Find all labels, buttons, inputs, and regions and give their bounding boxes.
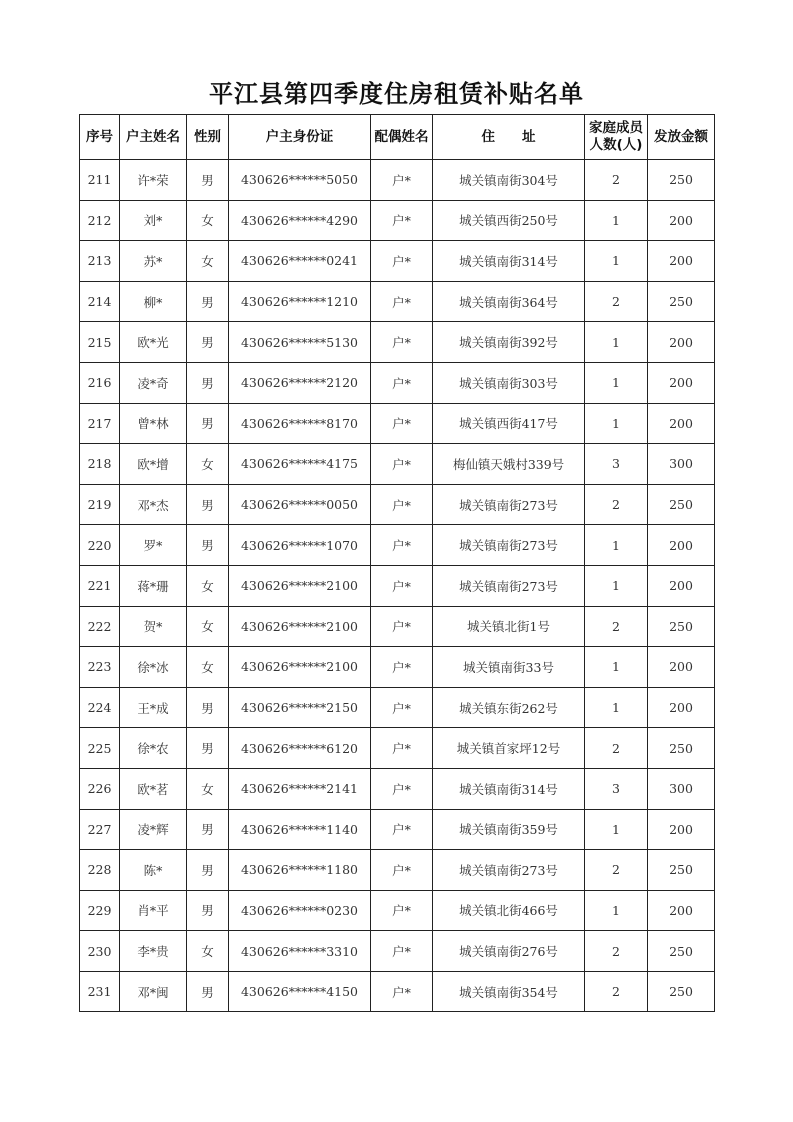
cell-id-number: 430626******2120 <box>229 362 371 403</box>
cell-spouse-name: 户* <box>371 606 433 647</box>
cell-gender: 女 <box>187 647 229 688</box>
table-row <box>80 728 715 769</box>
cell-id-number: 430626******1180 <box>229 850 371 891</box>
cell-id-number: 430626******2100 <box>229 647 371 688</box>
cell-id-number: 430626******2100 <box>229 565 371 606</box>
cell-index: 220 <box>80 525 120 566</box>
cell-amount: 200 <box>648 403 715 444</box>
header-amount: 发放金额 <box>648 115 715 160</box>
table-row <box>80 647 715 688</box>
cell-address: 城关镇首家坪12号 <box>433 728 585 769</box>
cell-gender: 男 <box>187 890 229 931</box>
cell-family-members: 2 <box>585 484 648 525</box>
cell-id-number: 430626******5050 <box>229 160 371 201</box>
cell-gender: 男 <box>187 809 229 850</box>
cell-spouse-name: 户* <box>371 728 433 769</box>
cell-spouse-name: 户* <box>371 850 433 891</box>
cell-address: 城关镇南街304号 <box>433 160 585 201</box>
header-family-members: 家庭成员人数(人) <box>585 115 648 160</box>
table-row <box>80 850 715 891</box>
cell-gender: 女 <box>187 606 229 647</box>
cell-id-number: 430626******2141 <box>229 768 371 809</box>
cell-id-number: 430626******2100 <box>229 606 371 647</box>
cell-householder-name: 肖*平 <box>120 890 187 931</box>
cell-family-members: 2 <box>585 606 648 647</box>
cell-spouse-name: 户* <box>371 362 433 403</box>
cell-amount: 250 <box>648 484 715 525</box>
cell-spouse-name: 户* <box>371 322 433 363</box>
cell-householder-name: 曾*林 <box>120 403 187 444</box>
cell-index: 230 <box>80 931 120 972</box>
cell-householder-name: 陈* <box>120 850 187 891</box>
cell-householder-name: 欧*茗 <box>120 768 187 809</box>
cell-householder-name: 李*贵 <box>120 931 187 972</box>
cell-amount: 250 <box>648 281 715 322</box>
table-row <box>80 281 715 322</box>
cell-gender: 男 <box>187 850 229 891</box>
cell-amount: 200 <box>648 809 715 850</box>
cell-amount: 250 <box>648 850 715 891</box>
cell-address: 城关镇南街273号 <box>433 525 585 566</box>
cell-index: 224 <box>80 687 120 728</box>
cell-gender: 女 <box>187 565 229 606</box>
cell-id-number: 430626******5130 <box>229 322 371 363</box>
cell-gender: 女 <box>187 241 229 282</box>
cell-spouse-name: 户* <box>371 241 433 282</box>
cell-address: 城关镇西街250号 <box>433 200 585 241</box>
cell-address: 城关镇南街276号 <box>433 931 585 972</box>
cell-amount: 200 <box>648 565 715 606</box>
cell-householder-name: 徐*农 <box>120 728 187 769</box>
cell-householder-name: 蒋*珊 <box>120 565 187 606</box>
cell-householder-name: 邓*杰 <box>120 484 187 525</box>
cell-index: 214 <box>80 281 120 322</box>
cell-family-members: 1 <box>585 200 648 241</box>
cell-spouse-name: 户* <box>371 768 433 809</box>
cell-householder-name: 柳* <box>120 281 187 322</box>
cell-gender: 男 <box>187 971 229 1012</box>
cell-family-members: 1 <box>585 322 648 363</box>
cell-amount: 200 <box>648 525 715 566</box>
cell-gender: 女 <box>187 444 229 485</box>
table-row <box>80 525 715 566</box>
cell-spouse-name: 户* <box>371 281 433 322</box>
cell-address: 城关镇东街262号 <box>433 687 585 728</box>
cell-gender: 男 <box>187 322 229 363</box>
cell-id-number: 430626******4175 <box>229 444 371 485</box>
cell-address: 城关镇南街273号 <box>433 484 585 525</box>
cell-id-number: 430626******3310 <box>229 931 371 972</box>
cell-family-members: 1 <box>585 241 648 282</box>
cell-family-members: 1 <box>585 809 648 850</box>
cell-address: 城关镇北街466号 <box>433 890 585 931</box>
cell-address: 城关镇南街314号 <box>433 241 585 282</box>
cell-id-number: 430626******0241 <box>229 241 371 282</box>
cell-address: 梅仙镇天娥村339号 <box>433 444 585 485</box>
cell-amount: 250 <box>648 971 715 1012</box>
cell-index: 221 <box>80 565 120 606</box>
cell-householder-name: 徐*冰 <box>120 647 187 688</box>
cell-householder-name: 刘* <box>120 200 187 241</box>
cell-gender: 男 <box>187 687 229 728</box>
cell-address: 城关镇西街417号 <box>433 403 585 444</box>
cell-family-members: 3 <box>585 768 648 809</box>
header-gender: 性别 <box>187 115 229 160</box>
cell-gender: 女 <box>187 200 229 241</box>
cell-amount: 300 <box>648 768 715 809</box>
table-row <box>80 322 715 363</box>
cell-householder-name: 凌*辉 <box>120 809 187 850</box>
cell-family-members: 1 <box>585 403 648 444</box>
cell-family-members: 2 <box>585 728 648 769</box>
cell-gender: 女 <box>187 768 229 809</box>
cell-address: 城关镇南街314号 <box>433 768 585 809</box>
cell-index: 215 <box>80 322 120 363</box>
cell-index: 222 <box>80 606 120 647</box>
document-title: 平江县第四季度住房租赁补贴名单 <box>209 79 584 108</box>
table-row <box>80 403 715 444</box>
cell-id-number: 430626******6120 <box>229 728 371 769</box>
cell-family-members: 2 <box>585 160 648 201</box>
cell-gender: 男 <box>187 362 229 403</box>
cell-index: 231 <box>80 971 120 1012</box>
cell-family-members: 2 <box>585 971 648 1012</box>
cell-amount: 200 <box>648 362 715 403</box>
cell-householder-name: 欧*光 <box>120 322 187 363</box>
cell-spouse-name: 户* <box>371 687 433 728</box>
cell-householder-name: 罗* <box>120 525 187 566</box>
cell-id-number: 430626******4150 <box>229 971 371 1012</box>
table-row <box>80 565 715 606</box>
cell-address: 城关镇南街273号 <box>433 565 585 606</box>
cell-id-number: 430626******8170 <box>229 403 371 444</box>
cell-spouse-name: 户* <box>371 931 433 972</box>
cell-family-members: 2 <box>585 850 648 891</box>
table-header-row <box>80 115 715 160</box>
cell-address: 城关镇南街33号 <box>433 647 585 688</box>
table-row <box>80 768 715 809</box>
cell-index: 227 <box>80 809 120 850</box>
cell-family-members: 2 <box>585 281 648 322</box>
cell-householder-name: 许*荣 <box>120 160 187 201</box>
cell-amount: 200 <box>648 890 715 931</box>
table-row <box>80 444 715 485</box>
header-id-number: 户主身份证 <box>229 115 371 160</box>
cell-amount: 300 <box>648 444 715 485</box>
cell-index: 219 <box>80 484 120 525</box>
cell-index: 213 <box>80 241 120 282</box>
cell-gender: 男 <box>187 728 229 769</box>
cell-householder-name: 苏* <box>120 241 187 282</box>
cell-spouse-name: 户* <box>371 403 433 444</box>
table-row <box>80 484 715 525</box>
cell-spouse-name: 户* <box>371 200 433 241</box>
subsidy-table <box>79 114 715 1012</box>
cell-index: 228 <box>80 850 120 891</box>
cell-spouse-name: 户* <box>371 444 433 485</box>
cell-spouse-name: 户* <box>371 809 433 850</box>
cell-id-number: 430626******4290 <box>229 200 371 241</box>
table-row <box>80 931 715 972</box>
cell-gender: 男 <box>187 403 229 444</box>
cell-index: 211 <box>80 160 120 201</box>
cell-gender: 女 <box>187 931 229 972</box>
cell-householder-name: 欧*增 <box>120 444 187 485</box>
cell-address: 城关镇南街354号 <box>433 971 585 1012</box>
cell-spouse-name: 户* <box>371 484 433 525</box>
cell-amount: 200 <box>648 322 715 363</box>
table-row <box>80 971 715 1012</box>
header-address: 住 址 <box>433 115 585 160</box>
cell-family-members: 1 <box>585 362 648 403</box>
cell-amount: 250 <box>648 160 715 201</box>
cell-index: 225 <box>80 728 120 769</box>
cell-amount: 250 <box>648 606 715 647</box>
table-row <box>80 160 715 201</box>
cell-index: 226 <box>80 768 120 809</box>
cell-id-number: 430626******1070 <box>229 525 371 566</box>
cell-gender: 男 <box>187 484 229 525</box>
cell-family-members: 1 <box>585 687 648 728</box>
cell-gender: 男 <box>187 160 229 201</box>
table-row <box>80 687 715 728</box>
cell-index: 218 <box>80 444 120 485</box>
cell-address: 城关镇南街364号 <box>433 281 585 322</box>
header-householder-name: 户主姓名 <box>120 115 187 160</box>
cell-index: 216 <box>80 362 120 403</box>
cell-family-members: 3 <box>585 444 648 485</box>
cell-spouse-name: 户* <box>371 565 433 606</box>
cell-householder-name: 王*成 <box>120 687 187 728</box>
cell-spouse-name: 户* <box>371 525 433 566</box>
table-row <box>80 606 715 647</box>
cell-amount: 200 <box>648 687 715 728</box>
cell-family-members: 1 <box>585 525 648 566</box>
cell-address: 城关镇南街273号 <box>433 850 585 891</box>
cell-id-number: 430626******0230 <box>229 890 371 931</box>
cell-spouse-name: 户* <box>371 890 433 931</box>
cell-index: 217 <box>80 403 120 444</box>
table-row <box>80 241 715 282</box>
cell-family-members: 1 <box>585 890 648 931</box>
cell-id-number: 430626******2150 <box>229 687 371 728</box>
cell-amount: 200 <box>648 647 715 688</box>
cell-family-members: 2 <box>585 931 648 972</box>
cell-spouse-name: 户* <box>371 647 433 688</box>
cell-gender: 男 <box>187 281 229 322</box>
cell-amount: 250 <box>648 931 715 972</box>
table-row <box>80 890 715 931</box>
cell-address: 城关镇北街1号 <box>433 606 585 647</box>
cell-family-members: 1 <box>585 565 648 606</box>
cell-address: 城关镇南街303号 <box>433 362 585 403</box>
table-row <box>80 362 715 403</box>
cell-householder-name: 贺* <box>120 606 187 647</box>
cell-id-number: 430626******1140 <box>229 809 371 850</box>
cell-gender: 男 <box>187 525 229 566</box>
cell-spouse-name: 户* <box>371 160 433 201</box>
table-row <box>80 809 715 850</box>
cell-address: 城关镇南街392号 <box>433 322 585 363</box>
cell-spouse-name: 户* <box>371 971 433 1012</box>
cell-index: 229 <box>80 890 120 931</box>
cell-id-number: 430626******0050 <box>229 484 371 525</box>
header-spouse-name: 配偶姓名 <box>371 115 433 160</box>
cell-householder-name: 凌*奇 <box>120 362 187 403</box>
cell-address: 城关镇南街359号 <box>433 809 585 850</box>
cell-id-number: 430626******1210 <box>229 281 371 322</box>
cell-amount: 200 <box>648 200 715 241</box>
table-row <box>80 200 715 241</box>
cell-index: 223 <box>80 647 120 688</box>
cell-householder-name: 邓*闽 <box>120 971 187 1012</box>
cell-family-members: 1 <box>585 647 648 688</box>
header-index: 序号 <box>80 115 120 160</box>
cell-amount: 250 <box>648 728 715 769</box>
cell-index: 212 <box>80 200 120 241</box>
cell-amount: 200 <box>648 241 715 282</box>
